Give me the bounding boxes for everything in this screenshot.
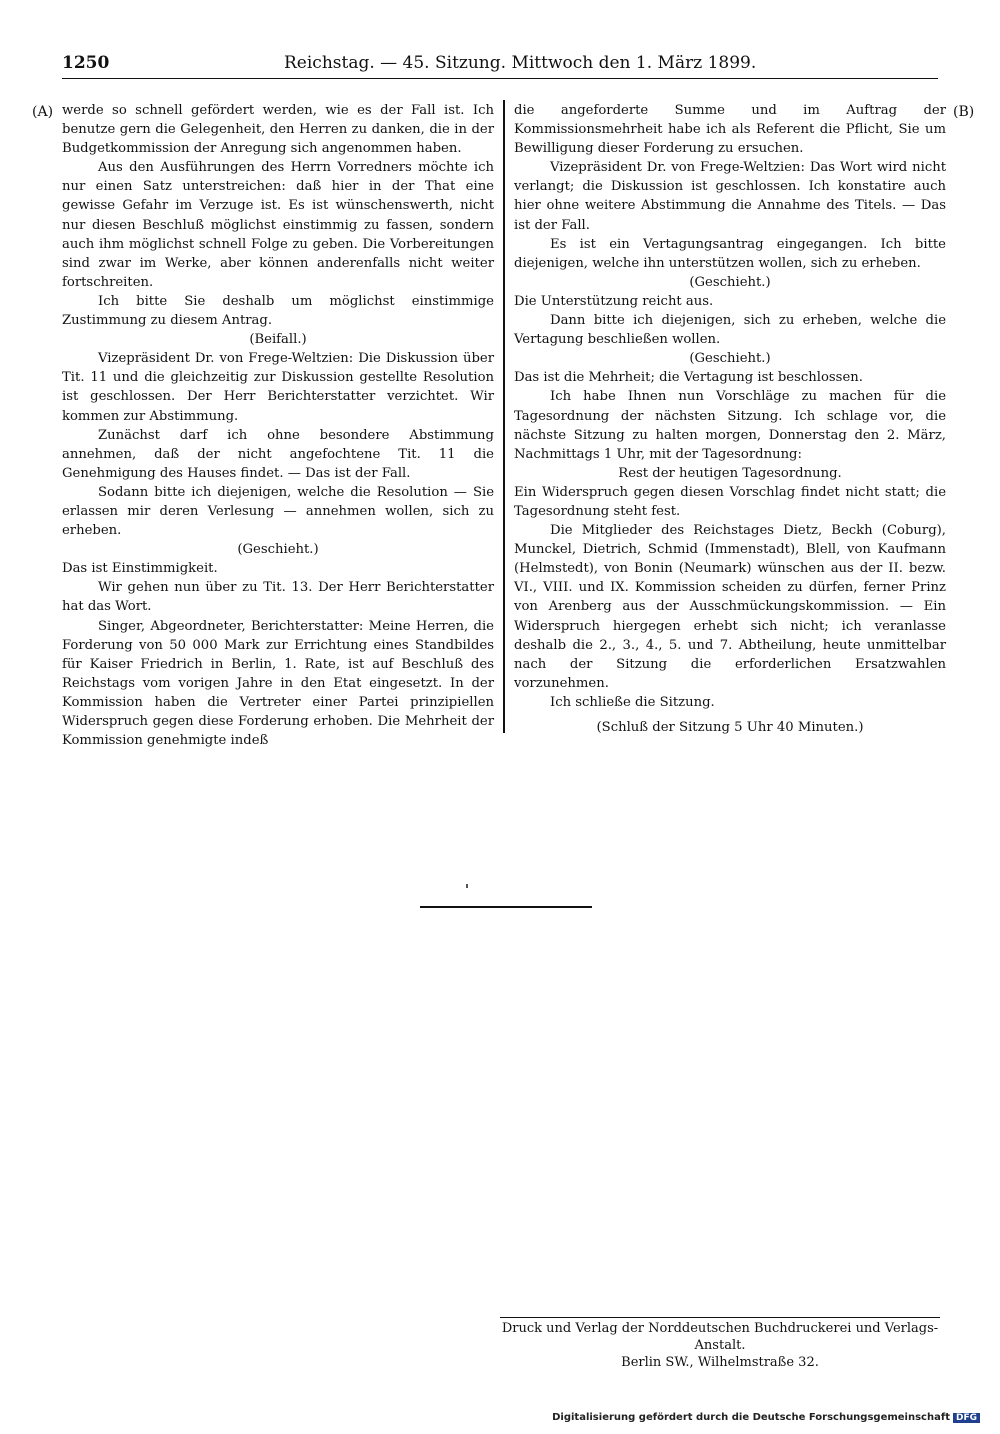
paragraph: Ich habe Ihnen nun Vorschläge zu machen für die Tagesordnung der nächsten Sitzung. Ich schlage vor, die nächste Sitzung zu halten morgen, Donnerstag den 2. März, Nachmittags 1 Uhr, mit der Tagesordnung: bbox=[514, 389, 946, 462]
right-column bbox=[514, 101, 946, 737]
running-title: Reichstag. — 45. Sitzung. Mittwoch den 1. März 1899. bbox=[284, 53, 757, 73]
stage-direction: (Geschieht.) bbox=[689, 351, 771, 367]
digitization-text: Digitalisierung gefördert durch die Deutsche Forschungsgemeinschaft bbox=[552, 1412, 950, 1423]
stage-direction: (Beifall.) bbox=[249, 332, 307, 348]
printer-imprint bbox=[500, 1317, 940, 1371]
paragraph: Es ist ein Vertagungsantrag eingegangen. Ich bitte diejenigen, welche ihn unterstützen wollen, sich zu erheben. bbox=[514, 236, 946, 271]
printer-address: Berlin SW., Wilhelmstraße 32. bbox=[621, 1355, 819, 1370]
paragraph: Sodann bitte ich diejenigen, welche die Resolution — Sie erlassen mir deren Verlesung — annehmen wollen, sich zu erheben. bbox=[62, 484, 494, 539]
paragraph: Ich schließe die Sitzung. bbox=[550, 694, 715, 710]
paragraph: Dann bitte ich diejenigen, sich zu erheben, welche die Vertagung beschließen wollen. bbox=[514, 313, 946, 348]
paragraph: Ein Widerspruch gegen diesen Vorschlag findet nicht statt; die Tagesordnung steht fest. bbox=[514, 484, 946, 519]
paragraph: Die Unterstützung reicht aus. bbox=[514, 293, 714, 309]
end-rule bbox=[420, 906, 592, 908]
speaker-paragraph: Vizepräsident Dr. von Frege-Weltzien: Die Diskussion über Tit. 11 und die gleichzeitig zur Diskussion gestellte Resolution ist geschlossen. Der Herr Berichterstatter verzichtet. Wir kommen zur Abstimmung. bbox=[62, 351, 494, 424]
paragraph: Das ist Einstimmigkeit. bbox=[62, 561, 218, 577]
margin-mark-a: (A) bbox=[32, 104, 54, 120]
agenda-item: Rest der heutigen Tagesordnung. bbox=[618, 465, 842, 481]
paragraph: Die Mitglieder des Reichstages Dietz, Beckh (Coburg), Munckel, Dietrich, Schmid (Immenstadt), Blell, von Kaufmann (Helmstedt), von Bonin (Neumark) wünschen aus der II. bezw. VI., VIII. und IX. Kommission scheiden zu dürfen, ferner Prinz von Arenberg aus der Ausschmückungskommission. — Ein Widerspruch hiergegen erhebt sich nicht; ich veranlasse deshalb die 2., 3., 4., 5. und 7. Abtheilung, heute unmittelbar nach der Sitzung die erforderlichen Ersatzwahlen vorzunehmen. bbox=[514, 523, 946, 691]
left-column bbox=[62, 101, 494, 750]
margin-mark-b: (B) bbox=[953, 104, 975, 120]
speaker-paragraph: Vizepräsident Dr. von Frege-Weltzien: Das Wort wird nicht verlangt; die Diskussion ist geschlossen. Ich konstatire auch hier ohne weitere Abstimmung die Annahme des Titels. — Das ist der Fall. bbox=[514, 160, 946, 233]
stage-direction: (Geschieht.) bbox=[689, 274, 771, 290]
paragraph: Wir gehen nun über zu Tit. 13. Der Herr Berichterstatter hat das Wort. bbox=[62, 580, 494, 615]
stage-direction: (Geschieht.) bbox=[237, 542, 319, 558]
paragraph: Das ist die Mehrheit; die Vertagung ist beschlossen. bbox=[514, 370, 863, 386]
paragraph: die angeforderte Summe und im Auftrag der Kommissionsmehrheit habe ich als Referent die Pflicht, Sie um Bewilligung dieser Forderung zu ersuchen. bbox=[514, 103, 946, 157]
paragraph: Zunächst darf ich ohne besondere Abstimmung annehmen, daß der nicht angefochtene Tit. 11 die Genehmigung des Hauses findet. — Das ist der Fall. bbox=[62, 427, 494, 481]
paragraph: werde so schnell gefördert werden, wie es der Fall ist. Ich benutze gern die Gelegenheit, den Herren zu danken, die in der Budgetkommission der Anregung sich angenommen haben. bbox=[62, 103, 494, 157]
column-divider bbox=[503, 100, 505, 733]
digitization-note bbox=[552, 1412, 980, 1423]
printer-line: Druck und Verlag der Norddeutschen Buchdruckerei und Verlags-Anstalt. bbox=[501, 1321, 939, 1353]
speaker-paragraph: Singer, Abgeordneter, Berichterstatter: Meine Herren, die Forderung von 50 000 Mark zur Errichtung eines Standbildes für Kaiser Friedrich in Berlin, 1. Rate, ist auf Beschluß des Reichstags vom vorigen Jahre in den Etat eingesetzt. In der Kommission haben die Vertreter einer Partei prinzipiellen Widerspruch gegen diese Forderung erhoben. Die Mehrheit der Kommission genehmigte indeß bbox=[62, 618, 494, 749]
running-header bbox=[62, 52, 938, 79]
print-speck bbox=[466, 884, 468, 888]
paragraph: Aus den Ausführungen des Herrn Vorredners möchte ich nur einen Satz unterstreichen: daß hier in der That eine gewisse Gefahr im Verzuge ist. Es ist wünschenswerth, nicht nur diesen Beschluß möglichst einstimmig zu fassen, sondern auch ihm möglichst schnell Folge zu geben. Die Vorbereitungen sind zwar im Werke, aber können anderenfalls nicht weiter fortschreiten. bbox=[62, 160, 494, 290]
paragraph: Ich bitte Sie deshalb um möglichst einstimmige Zustimmung zu diesem Antrag. bbox=[62, 293, 494, 329]
session-closing: (Schluß der Sitzung 5 Uhr 40 Minuten.) bbox=[596, 720, 864, 735]
dfg-logo: DFG bbox=[953, 1413, 980, 1423]
page-number: 1250 bbox=[62, 53, 110, 73]
